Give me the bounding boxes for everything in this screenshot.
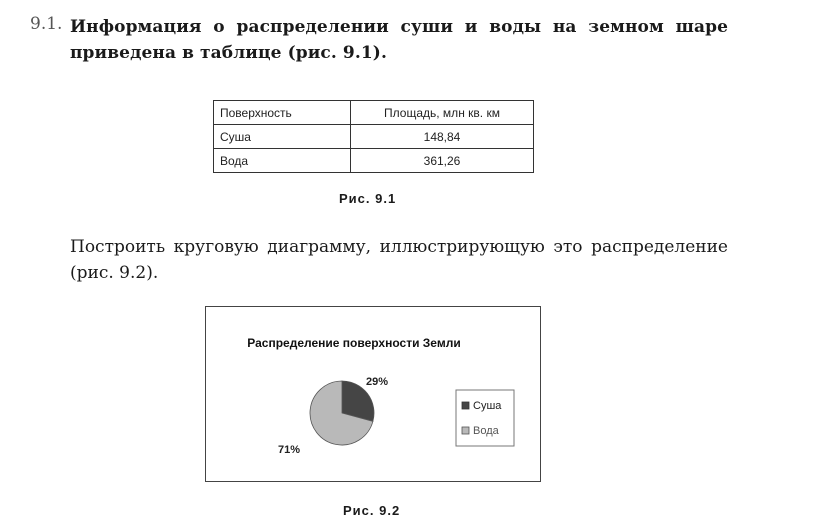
pie-chart	[206, 307, 540, 481]
legend-box	[456, 390, 514, 446]
legend-label-water: Вода	[473, 425, 499, 437]
figure-caption-2: Рис. 9.2	[343, 503, 401, 518]
legend-swatch-land	[462, 402, 469, 409]
task-intro-text: Информация о распределении суши и воды на земном шаре приведена в таблице (рис. 9.1).	[70, 17, 728, 63]
table-cell-area: 148,84	[351, 125, 534, 149]
figure-caption-1: Рис. 9.1	[339, 191, 397, 206]
legend-label-land: Суша	[473, 400, 502, 412]
legend-swatch-water	[462, 427, 469, 434]
task-number: 9.1.	[30, 14, 63, 34]
pie-label-water: 71%	[278, 444, 301, 456]
pie-chart-frame	[205, 306, 541, 482]
task-instruction-text: Построить круговую диаграмму, иллюстрирующую это распределение (рис. 9.2).	[70, 237, 728, 283]
table-row	[214, 125, 534, 149]
chart-title: Распределение поверхности Земли	[247, 336, 461, 350]
table-header-cell: Площадь, млн кв. км	[351, 101, 534, 125]
table-header-row	[214, 101, 534, 125]
table-header-cell: Поверхность	[214, 101, 351, 125]
pie-slices	[310, 381, 374, 445]
table-cell-surface: Вода	[214, 149, 351, 173]
chart-legend	[456, 390, 514, 446]
table-row	[214, 149, 534, 173]
pie-label-land: 29%	[366, 376, 389, 388]
table-cell-surface: Суша	[214, 125, 351, 149]
table-cell-area: 361,26	[351, 149, 534, 173]
surface-data-table	[213, 100, 534, 173]
